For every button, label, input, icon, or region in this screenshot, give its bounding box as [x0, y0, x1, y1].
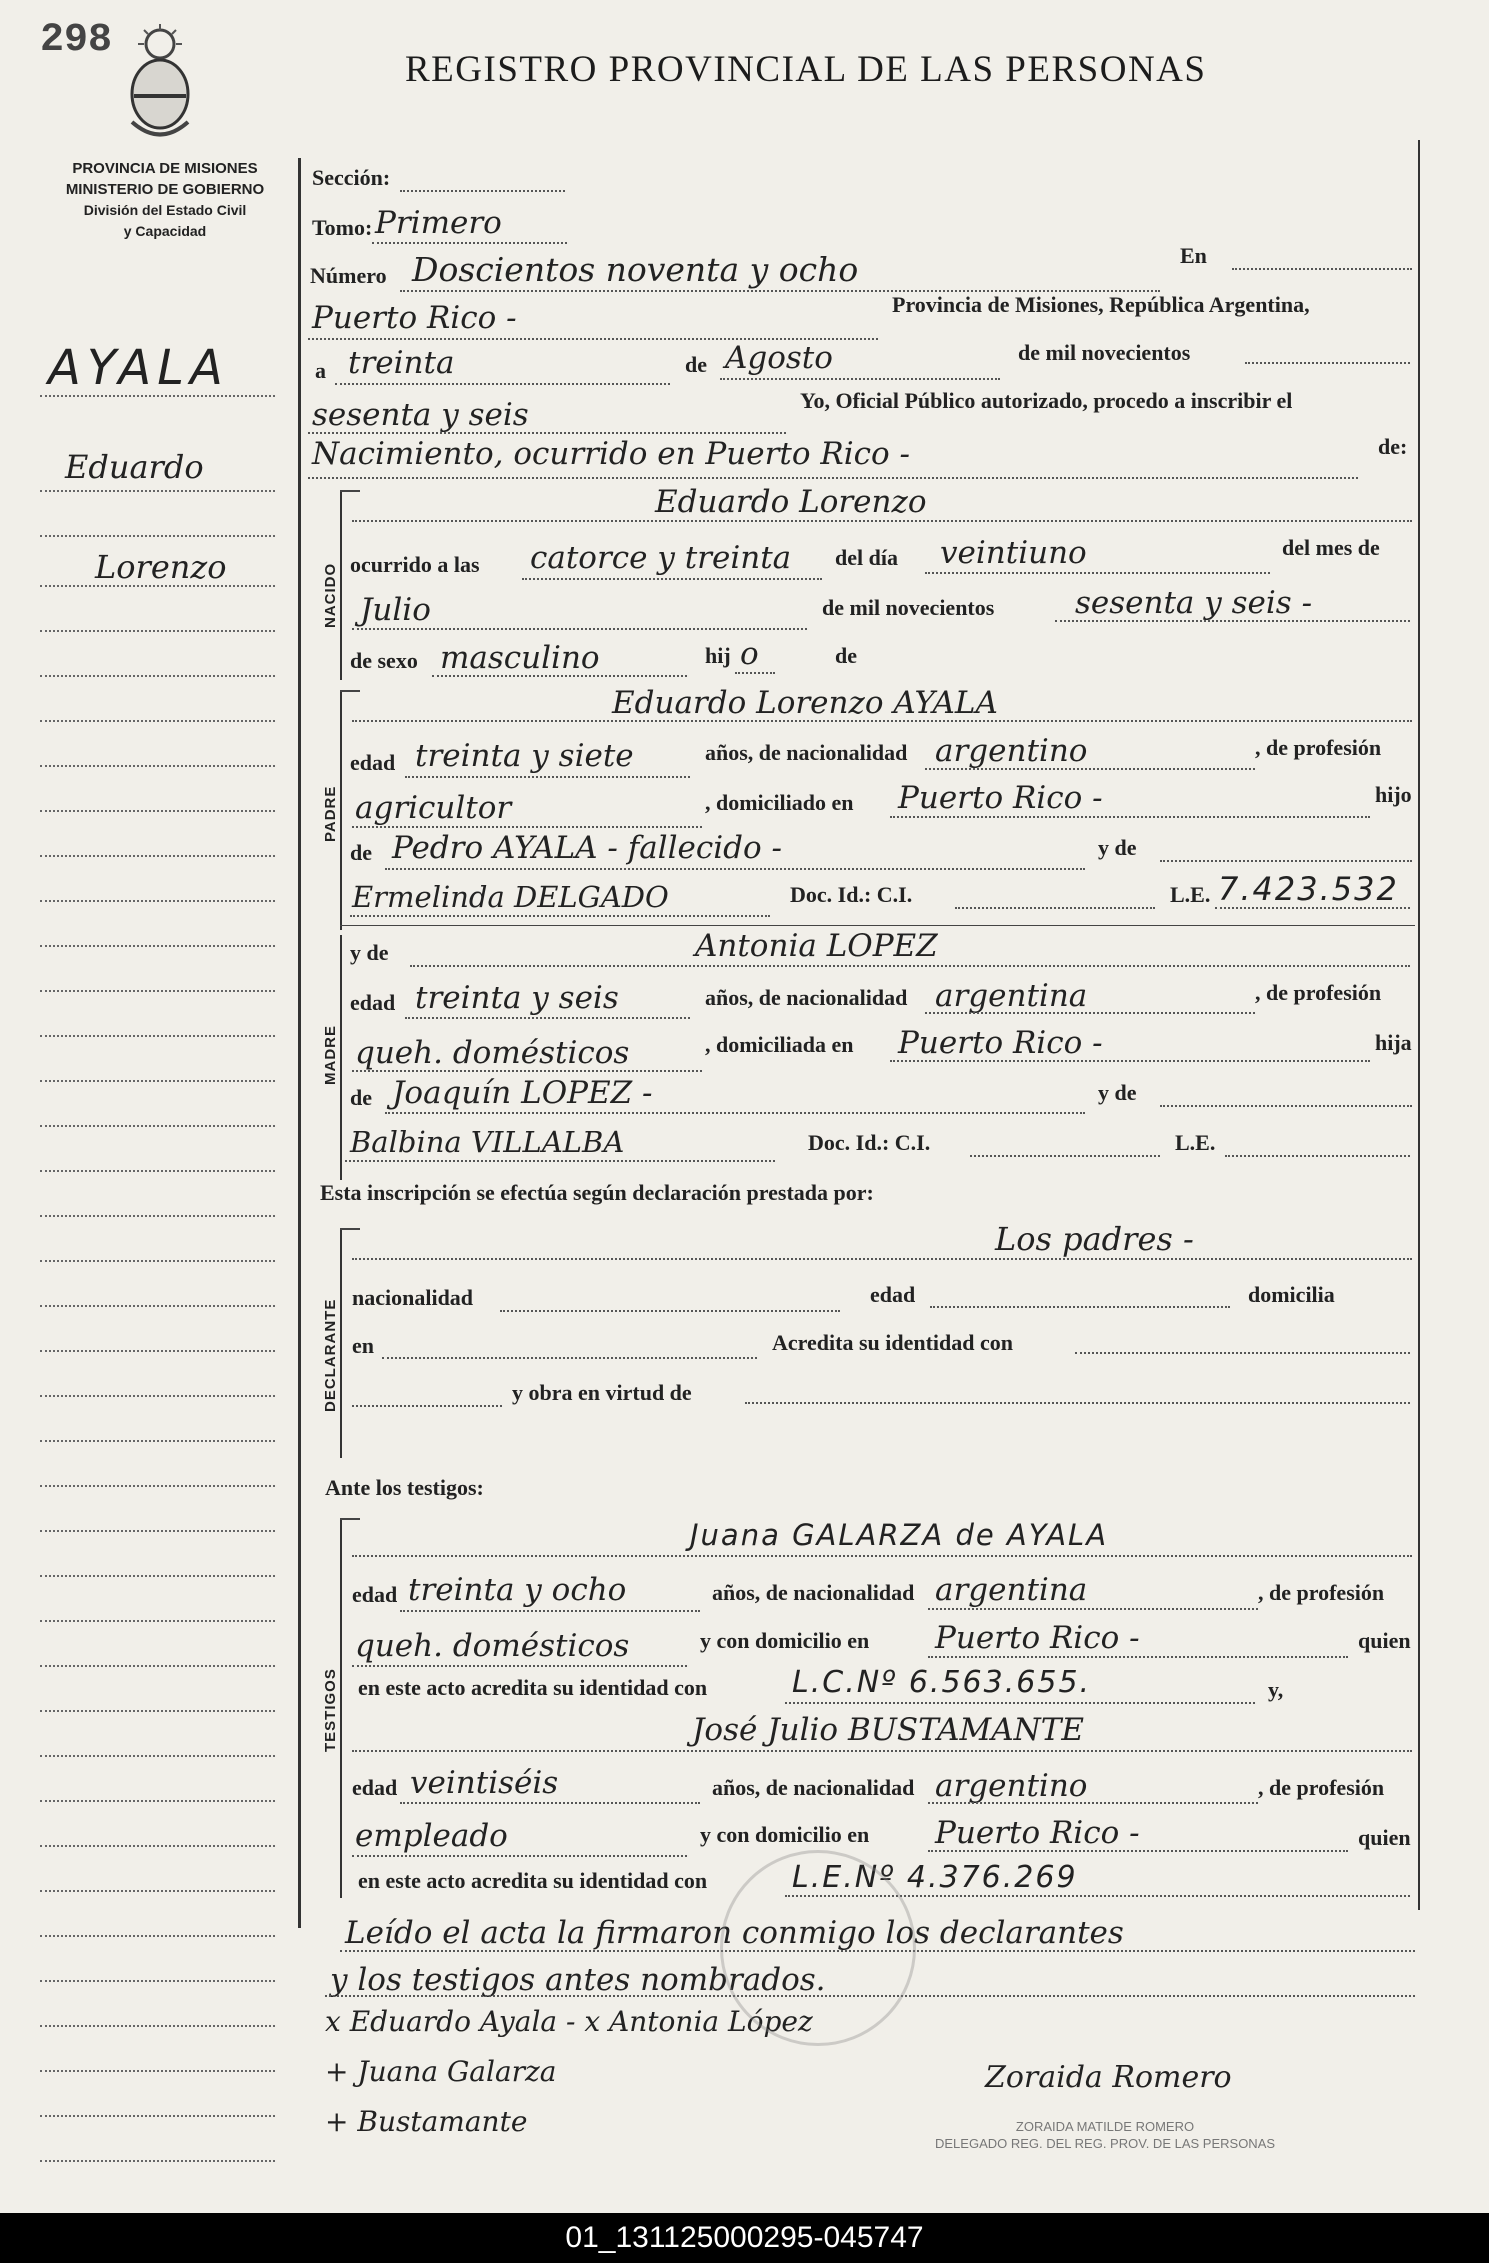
declarante-virtud-label: y obra en virtud de	[512, 1380, 692, 1405]
place-value: Puerto Rico -	[312, 300, 517, 336]
numero-value: Doscientos noventa y ocho	[412, 250, 859, 289]
testigos-bracket	[340, 1518, 342, 1898]
declarante-en-label: en	[352, 1333, 374, 1358]
form-right-border	[1418, 140, 1420, 1910]
declarante-nac-label: nacionalidad	[352, 1285, 474, 1310]
madre-dom-value: Puerto Rico -	[898, 1025, 1103, 1061]
closing-line-2: y los testigos antes nombrados.	[330, 1962, 826, 1998]
testigo2-edad-label: edad	[352, 1775, 398, 1800]
testigo2-acred-label: en este acto acredita su identidad con	[358, 1868, 708, 1893]
testigo2-prof-value: empleado	[355, 1818, 508, 1854]
org-province: PROVINCIA DE MISIONES	[72, 160, 258, 177]
padre-y-de-label: y de	[1098, 835, 1137, 860]
testigo1-quien-label: quien	[1358, 1628, 1411, 1653]
testigo1-y-label: y,	[1268, 1677, 1284, 1702]
padre-dom-label: , domiciliado en	[705, 790, 854, 815]
official-seal-stamp	[720, 1850, 916, 2046]
padre-name: Eduardo Lorenzo AYALA	[612, 685, 998, 721]
madre-nac-value: argentina	[935, 978, 1088, 1014]
padre-edad-value: treinta y siete	[415, 738, 634, 774]
nacido-de-label: de	[835, 643, 857, 668]
madre-le-label: L.E.	[1175, 1130, 1216, 1155]
madre-nac-label: años, de nacionalidad	[705, 985, 908, 1010]
madre-prof-label: , de profesión	[1255, 980, 1382, 1005]
madre-y-de2-label: y de	[1098, 1080, 1137, 1105]
anio-value: sesenta y seis -	[1075, 585, 1313, 621]
del-dia-label: del día	[835, 545, 898, 570]
madre-doc-label: Doc. Id.: C.I.	[808, 1130, 931, 1155]
madre-edad-label: edad	[350, 990, 396, 1015]
padre-dom-value: Puerto Rico -	[898, 780, 1103, 816]
madre-mother-value: Balbina VILLALBA	[350, 1125, 625, 1159]
padre-nac-value: argentino	[935, 733, 1088, 769]
footer-code-bar	[0, 2213, 1489, 2263]
margin-name-1: Eduardo	[65, 448, 204, 486]
testigo1-prof-label: , de profesión	[1258, 1580, 1385, 1605]
tomo-label: Tomo:	[312, 215, 373, 240]
hora-value: catorce y treinta	[530, 540, 792, 576]
padre-edad-label: edad	[350, 750, 396, 775]
madre-name: Antonia LOPEZ	[695, 928, 938, 964]
a-label: a	[315, 358, 326, 383]
margin-name-2: Lorenzo	[95, 548, 227, 586]
testigo1-dom-label: y con domicilio en	[700, 1628, 870, 1653]
testigos-intro: Ante los testigos:	[325, 1475, 484, 1500]
del-mes-label: del mes de	[1282, 535, 1380, 560]
testigo1-acred-value: L.C.Nº 6.563.655.	[792, 1665, 1092, 1700]
declarante-dom-label: domicilia	[1248, 1282, 1335, 1307]
signature-witness-1: + Juana Galarza	[325, 2055, 557, 2088]
madre-father-value: Joaquín LOPEZ -	[392, 1075, 653, 1111]
madre-prof-value: queh. domésticos	[355, 1035, 630, 1071]
hij-value: o	[740, 636, 759, 672]
en-label: En	[1180, 243, 1207, 268]
declarante-acredita-label: Acredita su identidad con	[772, 1330, 1014, 1355]
provincia-label: Provincia de Misiones, República Argentina,	[892, 292, 1310, 317]
testigo1-edad-label: edad	[352, 1582, 398, 1607]
madre-tag: MADRE	[322, 1025, 339, 1085]
madre-de-label: de	[350, 1085, 372, 1110]
testigo2-quien-label: quien	[1358, 1825, 1411, 1850]
padre-mother-value: Ermelinda DELGADO	[352, 880, 669, 914]
day-value: treinta	[348, 345, 455, 381]
seccion-label: Sección:	[312, 165, 391, 190]
mes-value: Julio	[360, 592, 431, 628]
padre-bracket	[340, 690, 342, 930]
stamp-name: ZORAIDA MATILDE ROMERO	[1015, 2119, 1195, 2134]
madre-bracket	[340, 935, 342, 1180]
org-capacity: y Capacidad	[123, 223, 207, 239]
nacido-tag: NACIDO	[322, 562, 339, 628]
org-block	[40, 158, 290, 242]
de-label: de	[685, 352, 707, 377]
madre-hija-label: hija	[1375, 1030, 1412, 1055]
testigo2-nac-label: años, de nacionalidad	[712, 1775, 915, 1800]
testigo1-name: Juana GALARZA de AYALA	[690, 1518, 1109, 1552]
numero-label: Número	[310, 263, 387, 288]
year-value: sesenta y seis	[312, 397, 529, 433]
month-value: Agosto	[725, 340, 833, 376]
form-left-border	[298, 158, 301, 1928]
official-stamp-text	[935, 2118, 1275, 2152]
padre-prof-label: , de profesión	[1255, 735, 1382, 760]
dia-value: veintiuno	[940, 535, 1087, 571]
nacido-mil-label: de mil novecientos	[822, 595, 995, 620]
acto-value: Nacimiento, ocurrido en Puerto Rico -	[312, 436, 910, 472]
madre-dom-label: , domiciliada en	[705, 1032, 854, 1057]
hij-label: hij	[705, 643, 731, 668]
stamp-office: DELEGADO REG. DEL REG. PROV. DE LAS PERSONAS	[935, 2136, 1276, 2151]
testigo2-dom-value: Puerto Rico -	[935, 1815, 1140, 1851]
testigos-tag: TESTIGOS	[322, 1668, 339, 1752]
sexo-value: masculino	[440, 640, 600, 676]
mil-novecientos-label: de mil novecientos	[1018, 340, 1191, 365]
footer-code: 01_131125000295-045747	[565, 2221, 924, 2254]
padre-doc-label: Doc. Id.: C.I.	[790, 882, 913, 907]
padre-de-label: de	[350, 840, 372, 865]
testigo2-nac-value: argentino	[935, 1768, 1088, 1804]
testigo1-prof-value: queh. domésticos	[355, 1628, 630, 1664]
testigo2-edad-value: veintiséis	[410, 1765, 559, 1801]
sexo-label: de sexo	[350, 648, 418, 673]
madre-edad-value: treinta y seis	[415, 980, 619, 1016]
padre-le-label: L.E.	[1170, 882, 1211, 907]
signature-witness-2: + Bustamante	[325, 2105, 528, 2138]
declarante-tag: DECLARANTE	[322, 1298, 339, 1412]
tomo-value: Primero	[375, 205, 502, 241]
padre-prof-value: agricultor	[355, 790, 512, 826]
padre-father-value: Pedro AYALA - fallecido -	[392, 830, 782, 866]
testigo2-name: José Julio BUSTAMANTE	[692, 1712, 1085, 1748]
testigo2-prof-label: , de profesión	[1258, 1775, 1385, 1800]
declarante-bracket	[340, 1228, 342, 1458]
madre-y-de-label: y de	[350, 940, 389, 965]
nacido-bracket	[340, 490, 342, 680]
padre-hijo-label: hijo	[1375, 782, 1412, 807]
de-colon-label: de:	[1378, 434, 1408, 459]
testigo1-acred-label: en este acto acredita su identidad con	[358, 1675, 708, 1700]
coat-of-arms-icon	[120, 22, 200, 147]
margin-surname: AYALA	[48, 340, 229, 396]
padre-nac-label: años, de nacionalidad	[705, 740, 908, 765]
oficial-label: Yo, Oficial Público autorizado, procedo a inscribir el	[800, 388, 1293, 413]
declarante-name: Los padres -	[995, 1220, 1194, 1258]
org-division: División del Estado Civil	[83, 202, 247, 218]
padre-le-value: 7.423.532	[1218, 870, 1399, 908]
testigo1-edad-value: treinta y ocho	[408, 1572, 627, 1608]
testigo1-nac-value: argentina	[935, 1572, 1088, 1608]
closing-line-1: Leído el acta la firmaron conmigo los declarantes	[345, 1915, 1124, 1951]
padre-tag: PADRE	[322, 785, 339, 842]
testigo1-dom-value: Puerto Rico -	[935, 1620, 1140, 1656]
nacido-name: Eduardo Lorenzo	[655, 484, 927, 520]
folio-number: 298	[40, 18, 113, 63]
signature-parents: x Eduardo Ayala - x Antonia López	[325, 2005, 813, 2038]
testigo1-nac-label: años, de nacionalidad	[712, 1580, 915, 1605]
document-title: REGISTRO PROVINCIAL DE LAS PERSONAS	[405, 49, 1207, 90]
declarante-intro: Esta inscripción se efectúa según declaración prestada por:	[320, 1180, 874, 1205]
ocurrido-label: ocurrido a las	[350, 552, 480, 577]
declarante-edad-label: edad	[870, 1282, 916, 1307]
org-ministry: MINISTERIO DE GOBIERNO	[65, 181, 265, 198]
signature-official: Zoraida Romero	[985, 2060, 1232, 2095]
testigo2-dom-label: y con domicilio en	[700, 1822, 870, 1847]
testigo2-acred-value: L.E.Nº 4.376.269	[792, 1860, 1078, 1895]
